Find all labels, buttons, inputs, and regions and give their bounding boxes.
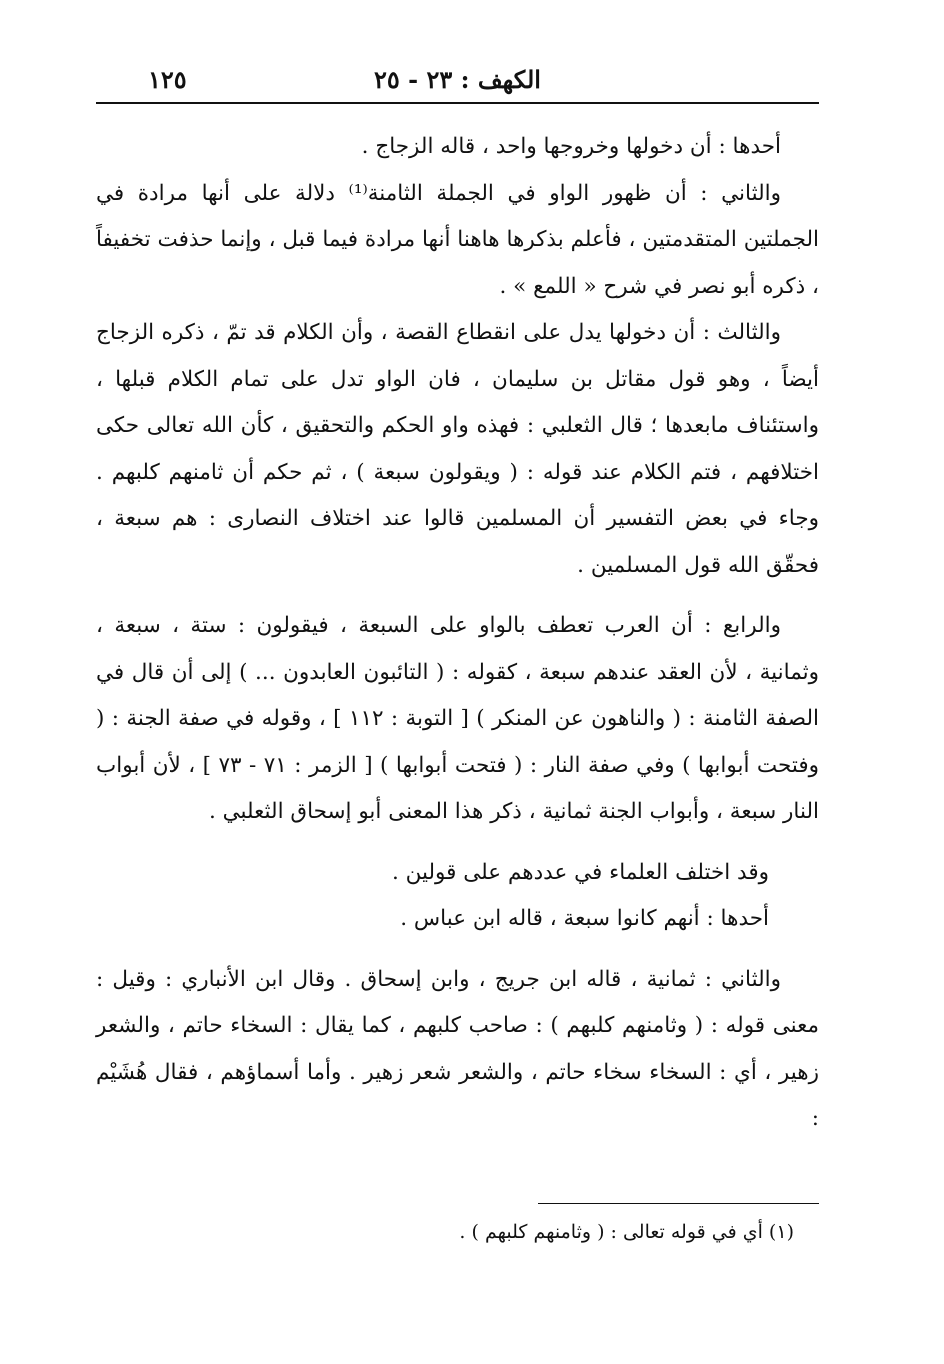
footnote-divider [538, 1203, 819, 1204]
page-header [96, 62, 819, 104]
paragraph: والثاني : أن ظهور الواو في الجملة الثامنة⁽¹⁾ دلالة على أنها مرادة في الجملتين المتقدمتين ، فأعلم بذكرها هاهنا أنها مرادة فيما قبل ، وإنما حذفت تخفيفاً ، ذكره أبو نصر في شرح « اللمع » . [96, 180, 819, 299]
paragraph: أحدها : أنهم كانوا سبعة ، قاله ابن عباس . [400, 906, 769, 931]
running-title: الكهف : ٢٣ - ٢٥ [374, 65, 541, 94]
paragraph: أحدها : أن دخولها وخروجها واحد ، قاله الزجاج . [361, 134, 781, 159]
paragraph: وقد اختلف العلماء في عددهم على قولين . [391, 859, 769, 885]
paragraph: والرابع : أن العرب تعطف بالواو على السبعة ، فيقولون : ستة ، سبعة ، وثمانية ، لأن العقد عندهم سبعة ، كقوله : ( التائبون العابدون ... ) إلى أن قال في الصفة الثامنة : ( والناهون عن المنكر ) [ التوبة : ١١٢ ] ، وقوله في صفة الجنة : ( وفتحت أبوابها ) وفي صفة النار : ( فتحت أبوابها ) [ الزمر : ٧١ - ٧٣ ] ، لأن أبواب النار سبعة ، وأبواب الجنة ثمانية ، ذكر هذا المعنى أبو إسحاق الثعلبي . [96, 613, 820, 824]
paragraph: والثاني : ثمانية ، قاله ابن جريج ، وابن إسحاق . وقال ابن الأنباري : وقيل : معنى قوله : ( وثامنهم كلبهم ) : صاحب كلبهم ، كما يقال : السخاء حاتم ، والشعر زهير ، أي : السخاء سخاء حاتم ، والشعر شعر زهير . وأما أسماؤهم ، فقال هُشَيْم : [96, 966, 819, 1131]
footnote: (١) أي في قوله تعالى : ( وثامنهم كلبهم ) . [459, 1221, 794, 1243]
main-text [96, 124, 819, 1143]
paragraph: والثالث : أن دخولها يدل على انقطاع القصة ، وأن الكلام قد تمّ ، ذكره الزجاج أيضاً ، وهو قول مقاتل بن سليمان ، فان الواو تدل على تمام الكلام قبلها ، واستئناف مابعدها ؛ قال الثعلبي : فهذه واو الحكم والتحقيق ، كأن الله تعالى حكى اختلافهم ، فتم الكلام عند قوله : ( ويقولون سبعة ) ، ثم حكم أن ثامنهم كلبهم . وجاء في بعض التفسير أن المسلمين قالوا عند اختلاف النصارى : هم سبعة ، فحقّق الله قول المسلمين . [96, 320, 819, 578]
page-number: ١٢٥ [148, 65, 187, 94]
